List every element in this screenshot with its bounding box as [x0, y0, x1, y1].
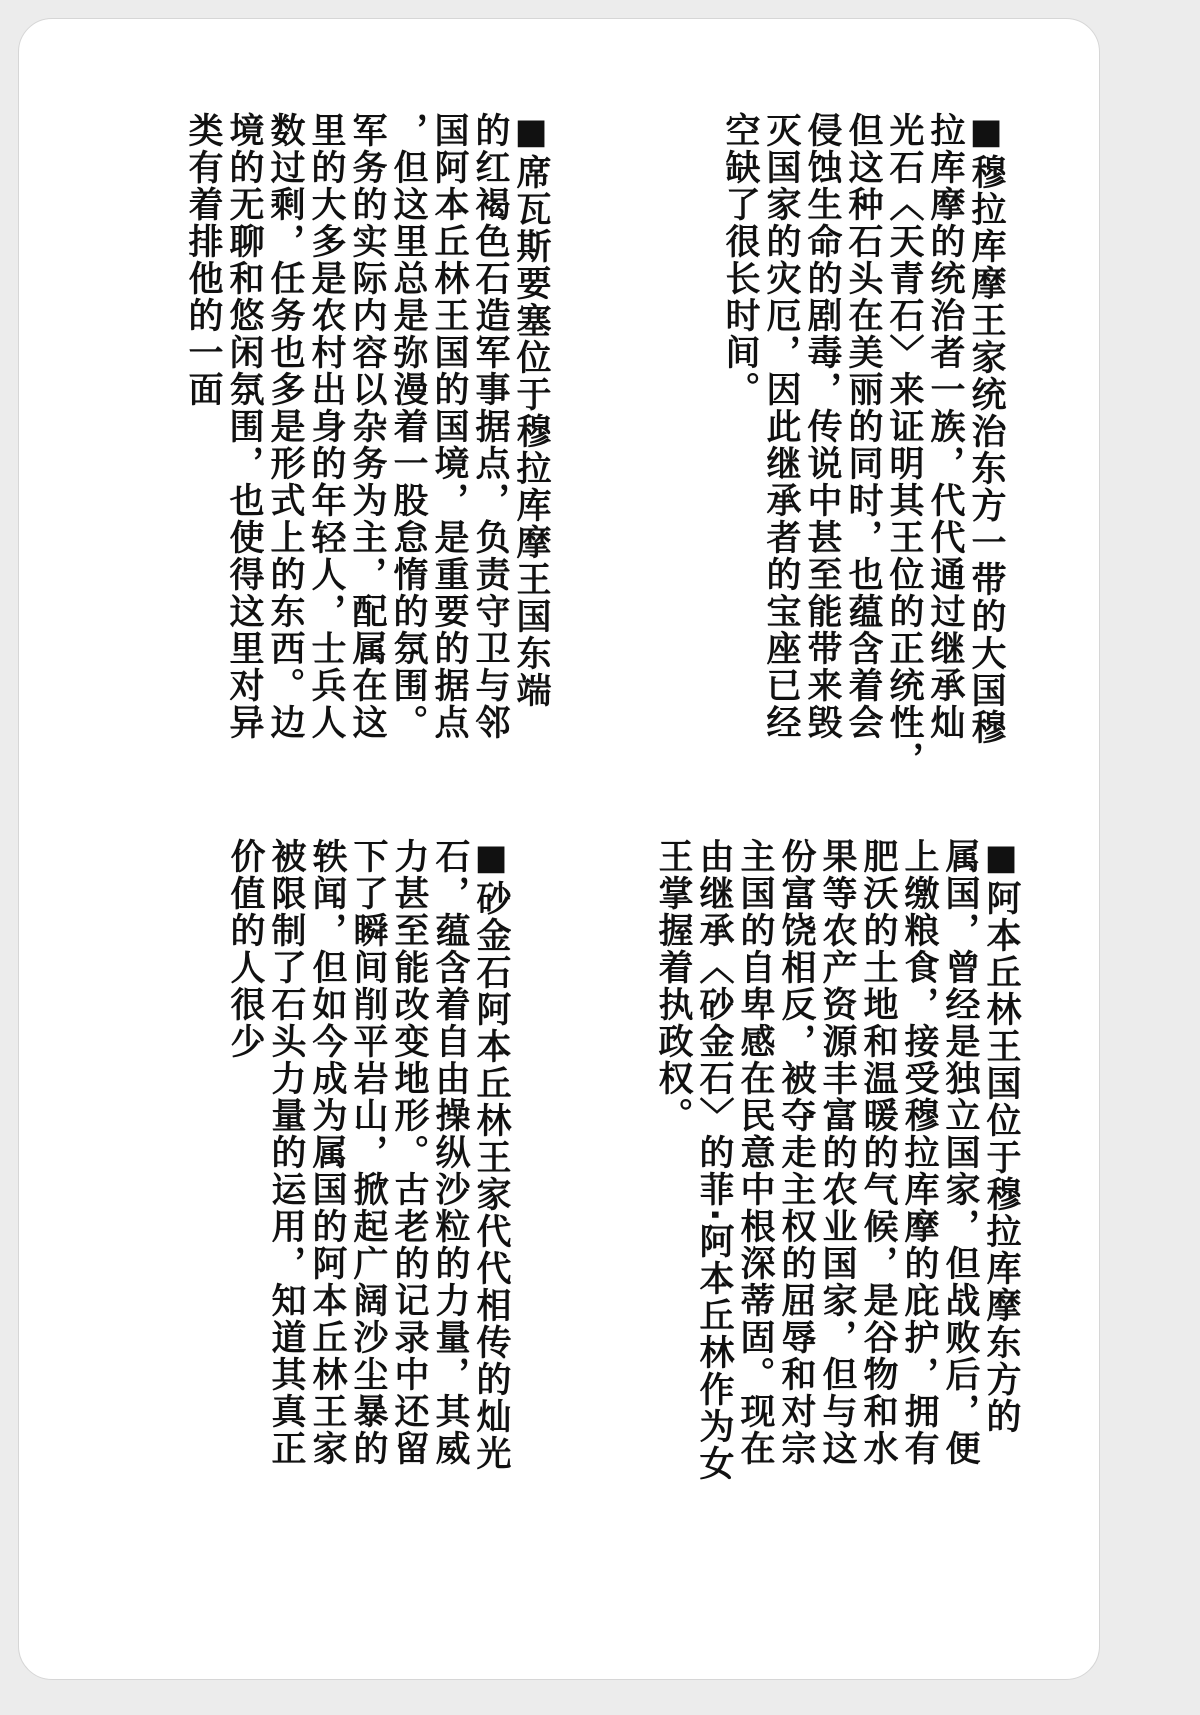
- text-column: 主国的自卑感在民意中根深蒂固。现在: [735, 838, 775, 1467]
- text-column: 上缴粮食，接受穆拉库摩的庇护，拥有: [899, 838, 939, 1467]
- text-column: 下了瞬间削平岩山，掀起广阔沙尘暴的: [348, 838, 388, 1467]
- text-column: 光石〈天青石〉来证明其王位的正统性，: [884, 112, 924, 778]
- text-column: 境的无聊和悠闲氛围，也使得这里对异: [224, 112, 264, 741]
- text-column: 份富饶相反，被夺走主权的屈辱和对宗: [776, 838, 816, 1467]
- text-column: ■阿本丘林王国位于穆拉库摩东方的: [981, 838, 1021, 1435]
- text-column: ，但这里总是弥漫着一股怠惰的氛围。: [388, 112, 428, 741]
- note-sivas-fortress: [182, 112, 551, 741]
- text-column: 的红褐色石造军事据点，负责守卫与邻: [470, 112, 510, 741]
- text-column: 属国，曾经是独立国家，但战败后，便: [940, 838, 980, 1467]
- text-column: 轶闻，但如今成为属国的阿本丘林王家: [307, 838, 347, 1467]
- text-column: 侵蚀生命的剧毒，传说中甚至能带来毁: [802, 112, 842, 741]
- note-abenchurin-kingdom: [652, 838, 1021, 1482]
- text-column: 价值的人很少: [225, 838, 265, 1060]
- text-column: 由继承〈砂金石〉的菲·阿本丘林作为女: [694, 838, 734, 1483]
- text-column: ■砂金石阿本丘林王家代代相传的灿光: [471, 838, 511, 1472]
- text-column: 力甚至能改变地形。古老的记录中还留: [389, 838, 429, 1467]
- text-column: 空缺了很长时间。: [720, 112, 760, 408]
- text-column: 军务的实际内容以杂务为主，配属在这: [347, 112, 387, 741]
- text-column: 国阿本丘林王国的国境，是重要的据点: [429, 112, 469, 741]
- text-column: 灭国家的灾厄，因此继承者的宝座已经: [761, 112, 801, 741]
- text-column: 数过剩，任务也多是形式上的东西。边: [265, 112, 305, 741]
- note-aventurine-stone: [224, 838, 511, 1472]
- text-column: 石，蕴含着自由操纵沙粒的力量，其威: [430, 838, 470, 1467]
- text-column: 里的大多是农村出身的年轻人，士兵人: [306, 112, 346, 741]
- note-mulakumo-royal-family: [719, 112, 1006, 778]
- text-column: 类有着排他的一面: [183, 112, 223, 408]
- text-column: 拉库摩的统治者一族，代代通过继承灿: [925, 112, 965, 741]
- text-column: 王掌握着执政权。: [653, 838, 693, 1134]
- text-column: 被限制了石头力量的运用，知道其真正: [266, 838, 306, 1467]
- text-column: 但这种石头在美丽的同时，也蕴含着会: [843, 112, 883, 741]
- text-column: 果等农产资源丰富的农业国家，但与这: [817, 838, 857, 1467]
- text-column: 肥沃的土地和温暖的气候，是谷物和水: [858, 838, 898, 1467]
- text-column: ■席瓦斯要塞位于穆拉库摩王国东端: [511, 112, 551, 709]
- text-column: ■穆拉库摩王家统治东方一带的大国穆: [966, 112, 1006, 746]
